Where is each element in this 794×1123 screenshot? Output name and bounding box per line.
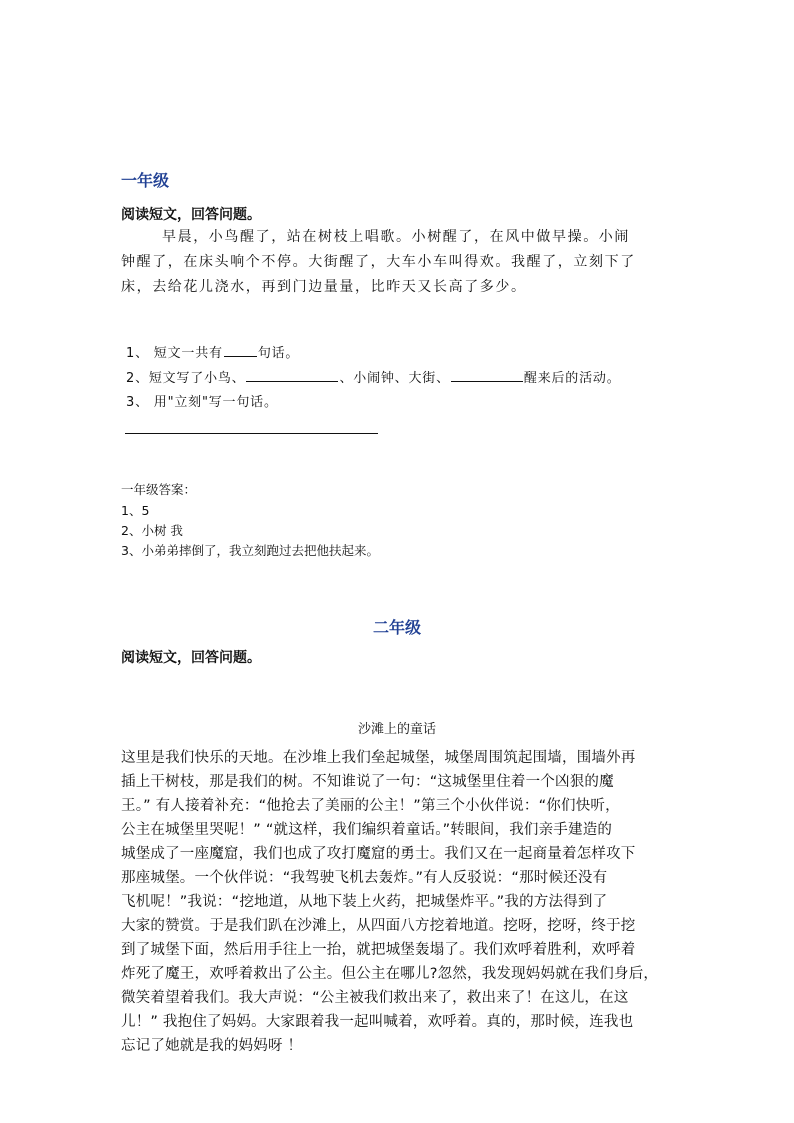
grade1-answer-2: 2、小树 我 [121, 523, 183, 538]
grade1-answer-3: 3、小弟弟摔倒了，我立刻跑过去把他扶起来。 [121, 543, 379, 558]
question-2-blank-2[interactable] [451, 369, 523, 382]
question-1-suffix: 句话。 [257, 346, 300, 361]
story-line-13: 忘记了她就是我的妈妈呀 ！ [121, 1038, 303, 1054]
grade1-passage-line-1: 早晨，小鸟醒了，站在树枝上唱歌。小树醒了，在风中做早操。小闹 [162, 229, 630, 245]
question-2-blank-1[interactable] [246, 369, 338, 382]
story-line-6: 那座城堡。一个伙伴说：“我驾驶飞机去轰炸。”有人反驳说：“那时候还没有 [121, 870, 608, 886]
story-line-7: 飞机呢！”我说：“挖地道，从地下装上火药，把城堡炸平。”我的方法得到了 [121, 894, 608, 910]
question-2-text-b: 、小闹钟、大街、 [339, 371, 450, 386]
question-3: 3、 用"立刻"写一句话。 [126, 395, 278, 410]
question-2 [126, 367, 621, 386]
question-1 [126, 342, 299, 361]
story-line-8: 大家的赞赏。于是我们趴在沙滩上，从四面八方挖着地道。挖呀，挖呀，终于挖 [121, 918, 636, 934]
grade1-passage-line-3: 床，去给花儿浇水，再到门边量量，比昨天又长高了多少。 [121, 279, 527, 295]
grade1-heading: 一年级 [121, 171, 170, 190]
question-2-text-c: 醒来后的活动。 [523, 371, 621, 386]
grade1-instruction: 阅读短文，回答问题。 [121, 207, 261, 223]
story-line-11: 微笑着望着我们。我大声说：“公主被我们救出来了，救出来了！在这儿，在这 [121, 990, 629, 1006]
question-2-text-a: 2、短文写了小鸟、 [126, 371, 246, 386]
story-line-3: 王。” 有人接着补充：“他抢去了美丽的公主！”第三个小伙伴说：“你们快听， [121, 798, 620, 814]
story-title: 沙滩上的童话 [357, 722, 436, 737]
question-3-answer-line[interactable] [125, 433, 378, 434]
question-1-text: 1、 短文一共有 [126, 346, 223, 361]
story-line-9: 到了城堡下面，然后用手往上一抬，就把城堡轰塌了。我们欢呼着胜利，欢呼着 [121, 942, 636, 958]
story-line-5: 城堡成了一座魔窟，我们也成了攻打魔窟的勇士。我们又在一起商量着怎样攻下 [121, 846, 636, 862]
story-line-10: 炸死了魔王，欢呼着救出了公主。但公主在哪儿?忽然，我发现妈妈就在我们身后， [121, 966, 659, 982]
grade2-heading: 二年级 [372, 618, 421, 637]
grade2-instruction: 阅读短文，回答问题。 [121, 650, 261, 666]
question-1-blank[interactable] [224, 344, 257, 357]
story-line-12: 儿！” 我抱住了妈妈。大家跟着我一起叫喊着，欢呼着。真的，那时候，连我也 [121, 1014, 634, 1030]
story-line-2: 插上干树枝，那是我们的树。不知谁说了一句：“这城堡里住着一个凶狠的魔 [121, 774, 614, 790]
story-line-4: 公主在城堡里哭呢！” “就这样，我们编织着童话。”转眼间，我们亲手建造的 [121, 822, 613, 838]
grade1-passage-line-2: 钟醒了，在床头响个不停。大街醒了，大车小车叫得欢。我醒了，立刻下了 [121, 254, 636, 270]
story-line-1: 这里是我们快乐的天地。在沙堆上我们垒起城堡，城堡周围筑起围墙，围墙外再 [121, 750, 636, 766]
grade1-answer-1: 1、5 [121, 503, 150, 518]
grade1-answers-title: 一年级答案： [121, 482, 197, 497]
